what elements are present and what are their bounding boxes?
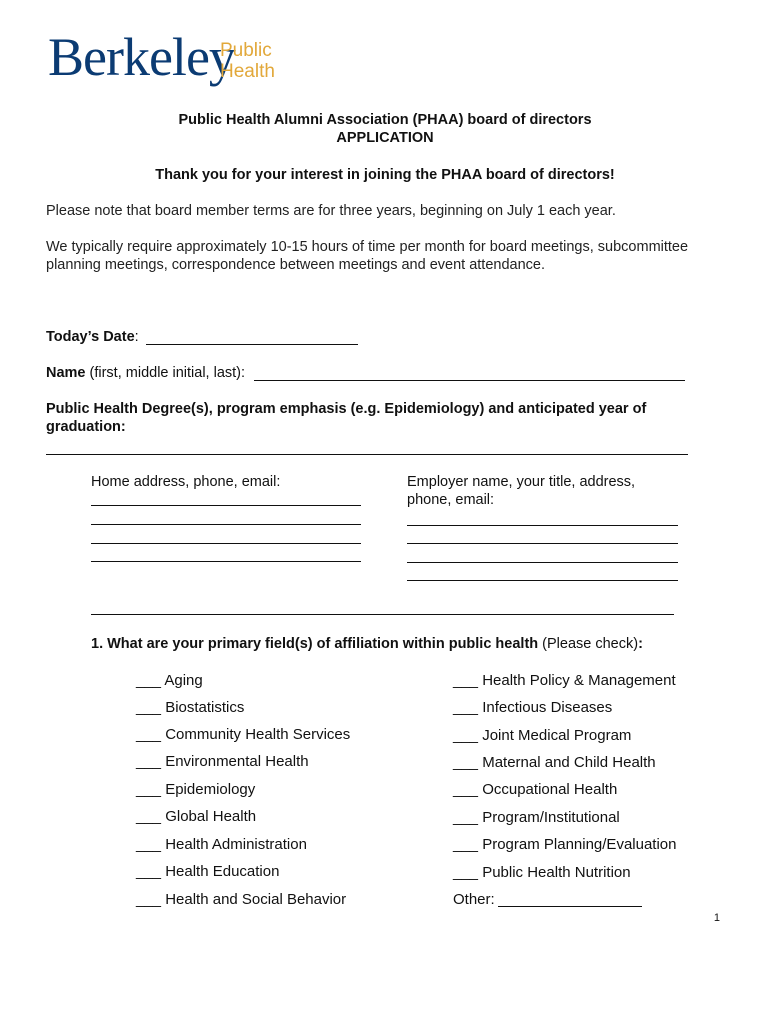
affiliation-option[interactable]: [453, 836, 677, 853]
option-label: Infectious Diseases: [482, 699, 613, 716]
option-label: Joint Medical Program: [482, 727, 632, 744]
checkbox-blank[interactable]: ___: [453, 699, 479, 716]
home-address-line-4[interactable]: [91, 561, 361, 562]
employer-line-3[interactable]: [407, 562, 678, 563]
date-label: [46, 329, 139, 345]
affiliation-option[interactable]: [453, 672, 676, 689]
affiliation-option[interactable]: [453, 699, 612, 716]
option-label: Health Administration: [165, 836, 307, 853]
affiliation-option[interactable]: [453, 864, 631, 881]
question-1-hint: (Please check): [538, 636, 639, 652]
degree-label-line1: Public Health Degree(s), program emphasis (e.g. Epidemiology) and anticipated year of: [46, 401, 647, 417]
option-label: Health Policy & Management: [482, 672, 676, 689]
affiliation-option[interactable]: [136, 781, 255, 798]
employer-line-1[interactable]: [407, 525, 678, 526]
logo-line-public: Public: [220, 40, 272, 61]
other-label: Other:: [453, 891, 495, 908]
checkbox-blank[interactable]: ___: [136, 753, 162, 770]
other-field[interactable]: [498, 906, 642, 907]
name-hint: (first, middle initial, last):: [85, 365, 246, 381]
affiliation-option[interactable]: [136, 836, 307, 853]
question-1-colon: :: [638, 636, 643, 652]
option-label: Aging: [164, 672, 203, 689]
checkbox-blank[interactable]: ___: [136, 699, 162, 716]
terms-paragraph: Please note that board member terms are for three years, beginning on July 1 each year.: [46, 203, 616, 219]
affiliation-option[interactable]: [136, 808, 256, 825]
option-label: Program Planning/Evaluation: [482, 836, 677, 853]
option-label: Program/Institutional: [482, 809, 620, 826]
date-label-text: Today’s Date: [46, 329, 135, 345]
affiliation-option[interactable]: [453, 727, 631, 744]
employer-label-line2: phone, email:: [407, 492, 495, 508]
option-label: Environmental Health: [165, 753, 309, 770]
checkbox-blank[interactable]: ___: [136, 863, 162, 880]
option-label: Health and Social Behavior: [165, 891, 347, 908]
employer-line-4[interactable]: [407, 580, 678, 581]
name-field[interactable]: [254, 380, 685, 381]
affiliation-option[interactable]: [136, 863, 279, 880]
affiliation-option[interactable]: [136, 699, 244, 716]
thank-you-text: Thank you for your interest in joining the PHAA board of directors!: [155, 167, 615, 183]
affiliation-option[interactable]: [453, 754, 656, 771]
question-1-prefix: 1. What are your primary field(s) of affiliation within public health: [91, 636, 539, 652]
option-label: Occupational Health: [482, 781, 618, 798]
employer-label-line1: Employer name, your title, address,: [407, 474, 636, 490]
affiliation-option[interactable]: [453, 809, 620, 826]
date-field[interactable]: [146, 344, 358, 345]
affiliation-option[interactable]: [136, 726, 350, 743]
page-number: 1: [713, 912, 720, 924]
form-title: Public Health Alumni Association (PHAA) board of directors: [178, 112, 592, 128]
checkbox-blank[interactable]: ___: [453, 672, 479, 689]
option-label: Public Health Nutrition: [482, 864, 631, 881]
affiliation-option[interactable]: [136, 753, 309, 770]
checkbox-blank[interactable]: ___: [453, 836, 479, 853]
checkbox-blank[interactable]: ___: [136, 836, 162, 853]
home-address-line-1[interactable]: [91, 505, 361, 506]
checkbox-blank[interactable]: ___: [136, 781, 162, 798]
option-label: Biostatistics: [165, 699, 245, 716]
employer-line-2[interactable]: [407, 543, 678, 544]
option-label: Maternal and Child Health: [482, 754, 656, 771]
checkbox-blank[interactable]: ___: [453, 727, 479, 744]
option-label: Global Health: [165, 808, 257, 825]
checkbox-blank[interactable]: ___: [453, 809, 479, 826]
home-address-label: Home address, phone, email:: [91, 474, 281, 490]
checkbox-blank[interactable]: ___: [136, 808, 162, 825]
berkeley-wordmark: Berkeley: [48, 27, 235, 87]
home-address-line-2[interactable]: [91, 524, 361, 525]
affiliation-option[interactable]: [453, 781, 617, 798]
public-health-logo-text: [220, 40, 275, 82]
question-1-text: [91, 636, 643, 652]
name-label: [46, 365, 245, 381]
checkbox-blank[interactable]: ___: [136, 672, 162, 689]
hours-paragraph-line1: We typically require approximately 10-15 hours of time per month for board meetings, subcommittee: [46, 239, 689, 255]
form-subtitle: APPLICATION: [336, 130, 434, 146]
checkbox-blank[interactable]: ___: [136, 891, 162, 908]
affiliation-option[interactable]: [136, 891, 346, 908]
name-label-text: Name: [46, 365, 86, 381]
option-label: Community Health Services: [165, 726, 351, 743]
date-colon: :: [134, 329, 139, 345]
degree-field[interactable]: [46, 454, 688, 455]
checkbox-blank[interactable]: ___: [453, 864, 479, 881]
affiliation-option[interactable]: [136, 672, 203, 689]
logo-line-health: Health: [220, 61, 275, 82]
option-label: Health Education: [165, 863, 280, 880]
checkbox-blank[interactable]: ___: [136, 726, 162, 743]
degree-label-line2: graduation:: [46, 419, 126, 435]
checkbox-blank[interactable]: ___: [453, 781, 479, 798]
hours-paragraph-line2: planning meetings, correspondence between meetings and event attendance.: [46, 257, 545, 273]
home-address-line-3[interactable]: [91, 543, 361, 544]
option-label: Epidemiology: [165, 781, 256, 798]
checkbox-blank[interactable]: ___: [453, 754, 479, 771]
additional-info-line[interactable]: [91, 614, 674, 615]
